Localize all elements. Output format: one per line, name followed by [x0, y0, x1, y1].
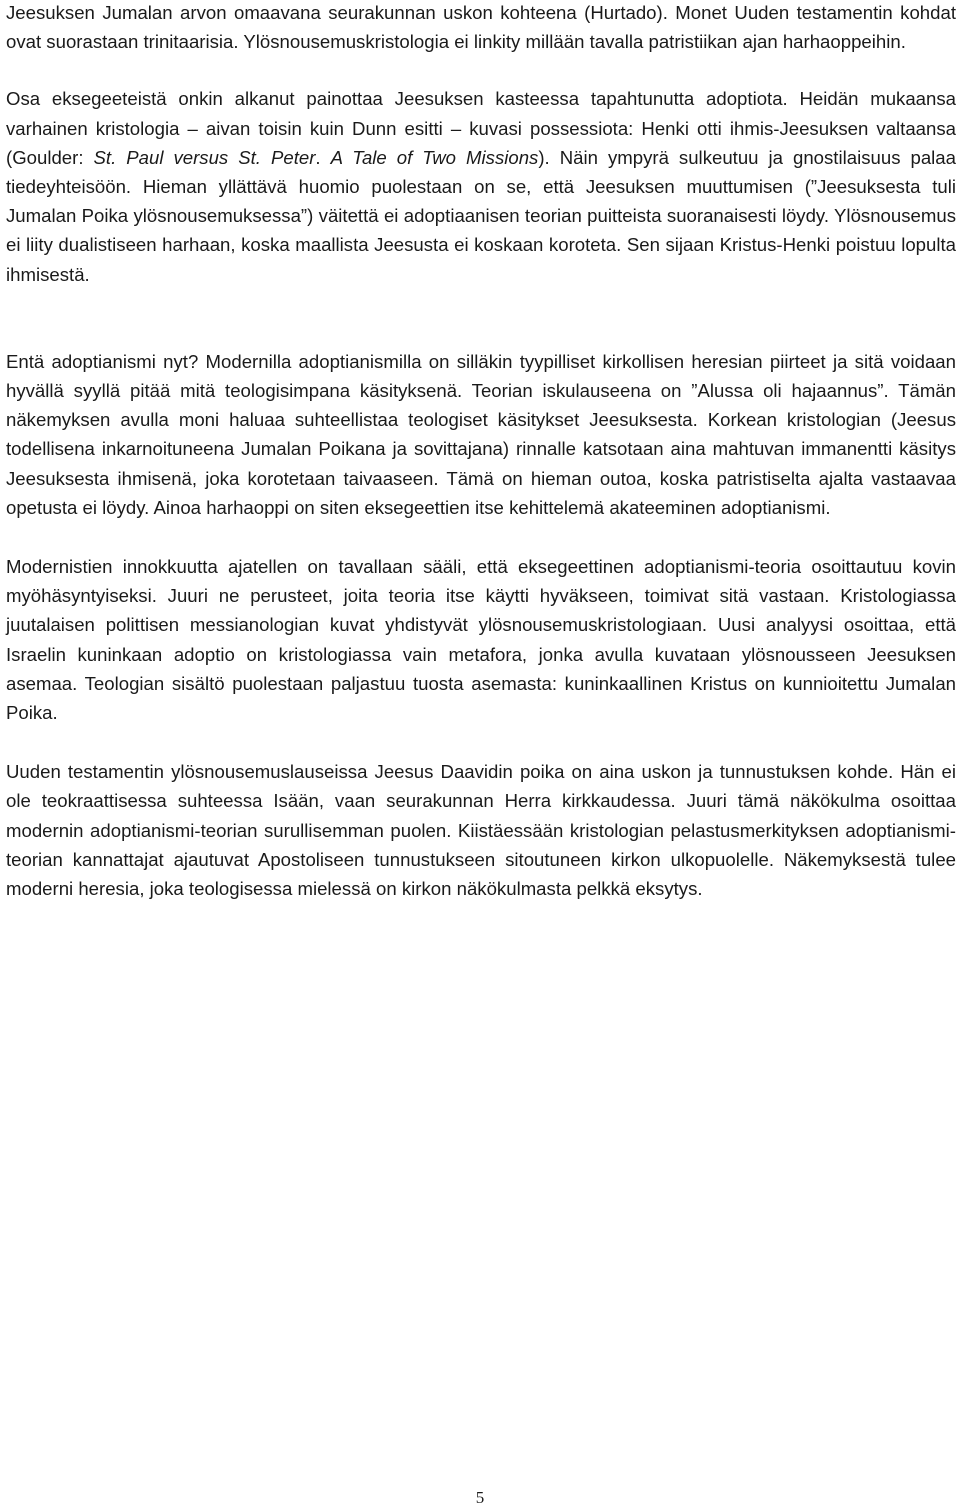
paragraph-4-text: Modernistien innokkuutta ajatellen on tavallaan sääli, että eksegeettinen adoptianismi-teoria osoittautuu kovin myöhäsyntyiseksi. Juuri ne perusteet, joita teoria itse käytti hyväkseen, toimivat sitä vastaan. Kristologiassa juutalaisen polittisen messianologian kuvat yhdistyvät ylösnousemuskristologiaan. Uusi analyysi osoittaa, että Israelin kuninkaan adoptio on kristologiassa vain metafora, jonka avulla kuvataan ylösnousseen Jeesuksen asemaa. Teologian sisältö puolestaan paljastuu tuosta asemasta: kuninkaallinen Kristus on kunnioitettu Jumalan Poika.	[6, 556, 956, 724]
paragraph-3-text: Entä adoptianismi nyt? Modernilla adoptianismilla on silläkin tyypilliset kirkollisen heresian piirteet ja sitä voidaan hyvällä syyllä pitää mitä teologisimpana käsityksenä. Teorian iskulauseena on ”Alussa oli hajaannus”. Tämän näkemyksen avulla moni haluaa suhteellistaa teologiset käsitykset Jeesuksesta. Korkean kristologian (Jeesus todellisena inkarnoituneena Jumalan Poikana ja sovittajana) rinnalle katsotaan aina mahtuvan immanentti käsitys Jeesuksesta ihmisenä, joka korotetaan taivaaseen. Tämä on hieman outoa, koska patristiselta ajalta vastaavaa opetusta ei löydy. Ainoa harhaoppi on siten eksegeettien itse kehittelemä akateeminen adoptianismi.	[6, 350, 956, 518]
page-number: 5	[475, 1488, 485, 1507]
paragraph-5	[6, 757, 956, 903]
paragraph-5-text: Uuden testamentin ylösnousemuslauseissa Jeesus Daavidin poika on aina uskon ja tunnustuksen kohde. Hän ei ole teokraattisessa suhteessa Isään, vaan seurakunnan Herra kirkkaudessa. Juuri tämä näkökulma osoittaa modernin adoptianismi-teorian surullisemman puolen. Kiistäessään kristologian pelastusmerkityksen adoptianismi-teorian kannattajat ajautuvat Apostoliseen tunnustukseen sitoutuneen kirkon ulkopuolelle. Näkemyksestä tulee moderni heresia, joka teologisessa mielessä on kirkon näkökulmasta pelkkä eksytys.	[6, 761, 956, 900]
paragraph-2-text-c: ). Näin ympyrä sulkeutuu ja gnostilaisuus palaa tiedeyhteisöön. Hieman yllättävä huomio puolestaan on se, että Jeesuksen muuttumisen (”Jeesuksesta tuli Jumalan Poika ylösnousemuksessa”) väitettä ei adoptiaanisen teorian puitteista suoranaisesti löydy. Ylösnousemus ei liity dualistiseen harhaan, koska maallista Jeesusta ei koskaan koroteta. Sen sijaan Kristus-Henki poistuu lopulta ihmisestä.	[6, 146, 956, 285]
paragraph-3	[6, 347, 956, 522]
paragraph-1-text: Jeesuksen Jumalan arvon omaavana seurakunnan uskon kohteena (Hurtado). Monet Uuden testamentin kohdat ovat suorastaan trinitaarisia. Ylösnousemuskristologia ei linkity millään tavalla patristiikan ajan harhaoppeihin.	[6, 2, 956, 53]
paragraph-2	[6, 84, 956, 288]
paragraph-2-text-b: .	[315, 146, 331, 168]
document-page	[6, 0, 956, 903]
paragraph-2-text-a: Osa eksegeeteistä onkin alkanut painottaa Jeesuksen kasteessa tapahtunutta adoptiota. Heidän mukaansa varhainen kristologia – aivan toisin kuin Dunn esitti – kuvasi possessiota: Henki otti ihmis-Jeesuksen valtaansa (Goulder:	[6, 88, 956, 168]
book-title-2: A Tale of Two Missions	[330, 146, 539, 168]
book-title-1: St. Paul versus St. Peter	[93, 146, 316, 168]
paragraph-1	[6, 0, 956, 56]
paragraph-4	[6, 552, 956, 727]
